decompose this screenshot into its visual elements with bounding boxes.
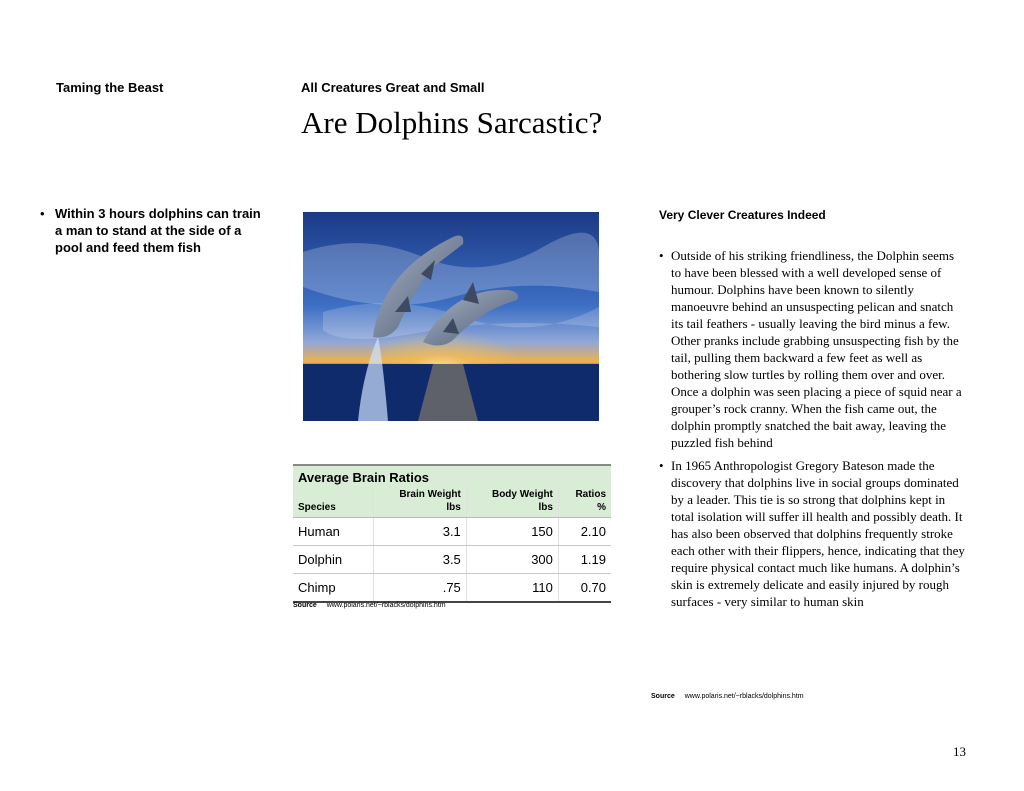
column-header: Ratios % [558,487,611,518]
table-cell: 3.1 [374,518,467,546]
right-source-note [651,693,804,700]
table-cell: 2.10 [558,518,611,546]
main-section-heading: All Creatures Great and Small [301,80,485,95]
page-number: 13 [953,744,966,759]
table-cell: 110 [466,574,558,603]
page-title: Are Dolphins Sarcastic? [301,105,603,140]
left-bullet-list [40,205,265,256]
table-cell: Dolphin [293,546,374,574]
table-row [293,518,611,546]
source-label: Source [651,693,675,700]
left-bullet-item: • Within 3 hours dolphins can train a man to stand at the side of a pool and feed them fish [40,205,265,256]
right-column-heading: Very Clever Creatures Indeed [659,208,826,222]
table-source-note [293,602,446,609]
left-section-heading: Taming the Beast [56,80,164,95]
table-cell: .75 [374,574,467,603]
column-header: Brain Weight lbs [374,487,467,518]
table-cell: 1.19 [558,546,611,574]
right-bullet-item: • Outside of his striking friendliness, the Dolphin seems to have been blessed with a well developed sense of humour. Dolphins have been known to silently manoeuvre behind an unsuspecting pelican and snatch its tail feathers - usually leaving the bird minus a few. Other pranks include grabbing unsuspecting fish by the tail, pulling them backward a few feet as well as bothering slow turtles by rolling them over and over. Once a dolphin was seen placing a piece of squid near a grouper’s rock cranny. When the fish came out, the dolphin promptly snatched the bait away, leaving the puzzled fish behind [659,247,966,451]
right-bullet-list [659,247,966,616]
table-cell: 3.5 [374,546,467,574]
table-cell: Human [293,518,374,546]
brain-ratio-table [293,464,611,603]
table-cell: 0.70 [558,574,611,603]
table-row [293,546,611,574]
source-url: www.polaris.net/~rblacks/dolphins.htm [684,693,804,700]
table-header-row [293,487,611,518]
column-header: Body Weight lbs [466,487,558,518]
source-label: Source [293,602,317,609]
source-url: www.polaris.net/~rblacks/dolphins.htm [326,602,446,609]
table-cell: Chimp [293,574,374,603]
dolphin-photo [303,212,599,421]
table-caption: Average Brain Ratios [293,465,611,487]
right-bullet-item: • In 1965 Anthropologist Gregory Bateson made the discovery that dolphins live in social groups dominated by a leader. This tie is so strong that dolphins kept in total isolation will suffer ill health and possibly death. It has also been observed that dolphins frequently stroke each other with their flippers, hence, indicating that they require physical contact much like humans. A dolphin’s skin is extremely delicate and easily injured by rough surfaces - very similar to human skin [659,457,966,610]
table-cell: 300 [466,546,558,574]
table-row [293,574,611,603]
table-cell: 150 [466,518,558,546]
column-header: Species [293,487,374,518]
